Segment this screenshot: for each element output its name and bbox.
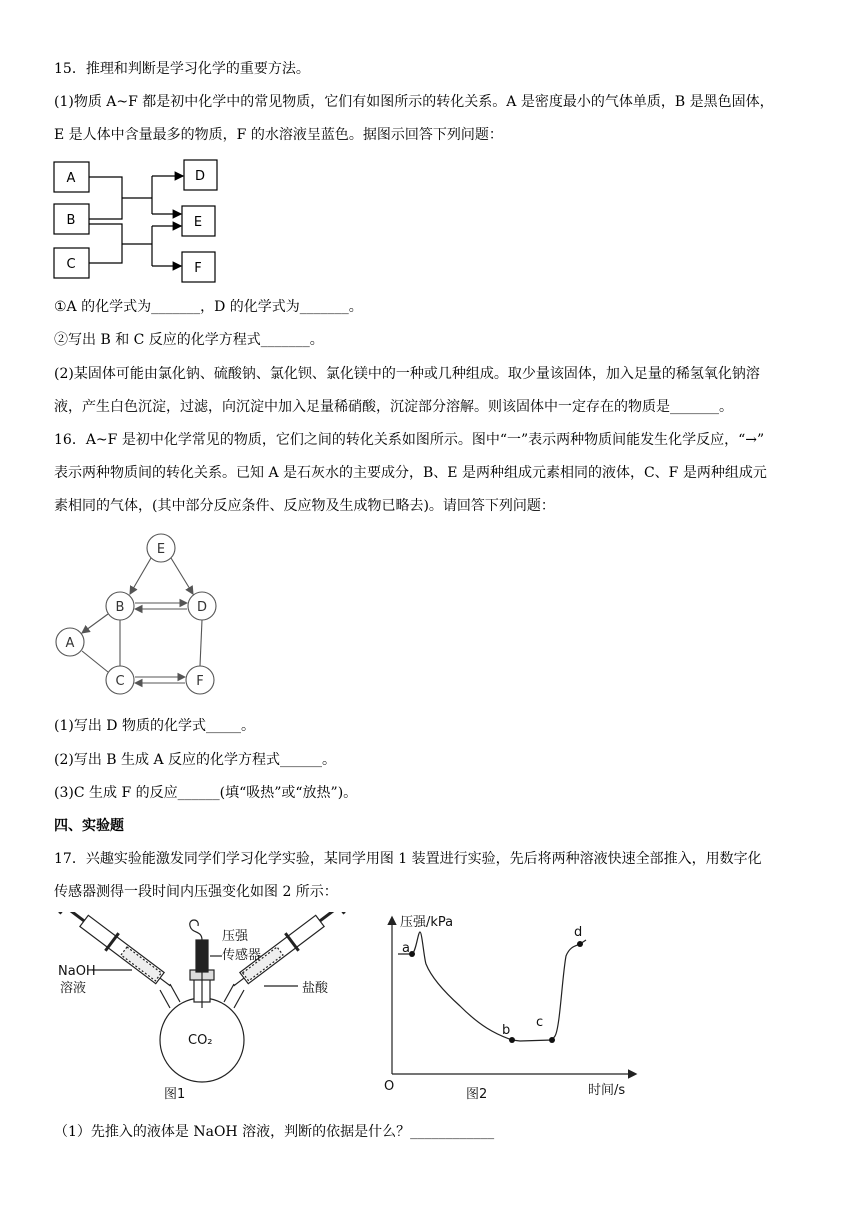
node-d-label: D [196, 600, 208, 615]
point-d [577, 941, 583, 947]
y-axis-label: 压强/kPa [400, 915, 454, 930]
hcl-label: 盐酸 [302, 981, 329, 996]
node-c-label: C [115, 674, 125, 689]
sensor-label-2: 传感器 [222, 948, 262, 963]
node-b-label: B [115, 600, 125, 615]
q16-text-1: 16．A~F 是初中化学常见的物质，它们之间的转化关系如图所示。图中“一”表示两种物质间能发生化学反应，“→” [54, 432, 765, 448]
point-a-label: a [402, 941, 410, 956]
origin-label: O [384, 1079, 395, 1094]
q16-sub3: (3)C 生成 F 的反应______(填“吸热”或“放热”)。 [54, 785, 358, 801]
box-d-label: D [194, 169, 206, 184]
point-c-label: c [536, 1015, 544, 1030]
q16-sub2: (2)写出 B 生成 A 反应的化学方程式______。 [54, 752, 337, 768]
box-a-label: A [66, 171, 76, 186]
node-f-label: F [196, 674, 204, 689]
q15-sub2: ②写出 B 和 C 反应的化学方程式_______。 [54, 332, 324, 348]
q15-part2-text-a: (2)某固体可能由氯化钠、硫酸钠、氯化钡、氯化镁中的一种或几种组成。取少量该固体，加入足量的稀氢氧化钠溶 [54, 366, 760, 382]
fig2-caption: 图2 [466, 1087, 488, 1100]
q16-text-2: 表示两种物质间的转化关系。已知 A 是石灰水的主要成分，B、E 是两种组成元素相同的液体，C、F 是两种组成元 [54, 465, 767, 481]
point-c [549, 1037, 555, 1043]
point-b-label: b [502, 1023, 511, 1038]
node-a-label: A [65, 636, 75, 651]
box-f-label: F [194, 261, 202, 276]
fig1-caption: 图1 [164, 1087, 186, 1102]
q15-box-diagram [52, 156, 232, 286]
sensor-label-1: 压强 [222, 929, 249, 944]
q15-part1-text-b: E 是人体中含量最多的物质，F 的水溶液呈蓝色。据图示回答下列问题： [54, 127, 503, 143]
pressure-curve [398, 932, 586, 1041]
q15-sub1: ①A 的化学式为_______，D 的化学式为_______。 [54, 299, 363, 315]
section-heading-experiment: 四、实验题 [54, 818, 124, 834]
q16-circle-diagram [52, 530, 232, 700]
box-b-label: B [66, 213, 76, 228]
box-c-label: C [66, 257, 76, 272]
naoh-label-1: NaOH [58, 964, 96, 979]
q17-text-2: 传感器测得一段时间内压强变化如图 2 所示： [54, 884, 338, 900]
box-e-label: E [193, 215, 203, 230]
point-d-label: d [574, 925, 583, 940]
q15-title: 15．推理和判断是学习化学的重要方法。 [54, 61, 310, 77]
q16-sub1: (1)写出 D 物质的化学式_____。 [54, 718, 255, 734]
q15-part1-text-a: (1)物质 A~F 都是初中化学中的常见物质，它们有如图所示的转化关系。A 是密度最小的气体单质，B 是黑色固体， [54, 94, 774, 110]
pressure-sensor [196, 940, 208, 972]
naoh-label-2: 溶液 [60, 981, 87, 996]
q16-text-3: 素相同的气体，(其中部分反应条件、反应物及生成物已略去)。请回答下列问题： [54, 498, 555, 514]
fig2-pressure-chart [380, 908, 650, 1100]
x-axis-label: 时间/s [588, 1083, 626, 1098]
q15-part2-text-b: 液，产生白色沉淀，过滤，向沉淀中加入足量稀硝酸，沉淀部分溶解。则该固体中一定存在的物质是_______。 [54, 399, 733, 415]
co2-label: CO₂ [188, 1033, 213, 1048]
node-e-label: E [156, 542, 166, 557]
q17-text-1: 17．兴趣实验能激发同学们学习化学实验，某同学用图 1 装置进行实验，先后将两种溶液快速全部推入，用数字化 [54, 851, 762, 867]
fig1-apparatus [52, 912, 352, 1102]
q17-sub1: （1）先推入的液体是 NaOH 溶液，判断的依据是什么？____________ [54, 1124, 495, 1140]
